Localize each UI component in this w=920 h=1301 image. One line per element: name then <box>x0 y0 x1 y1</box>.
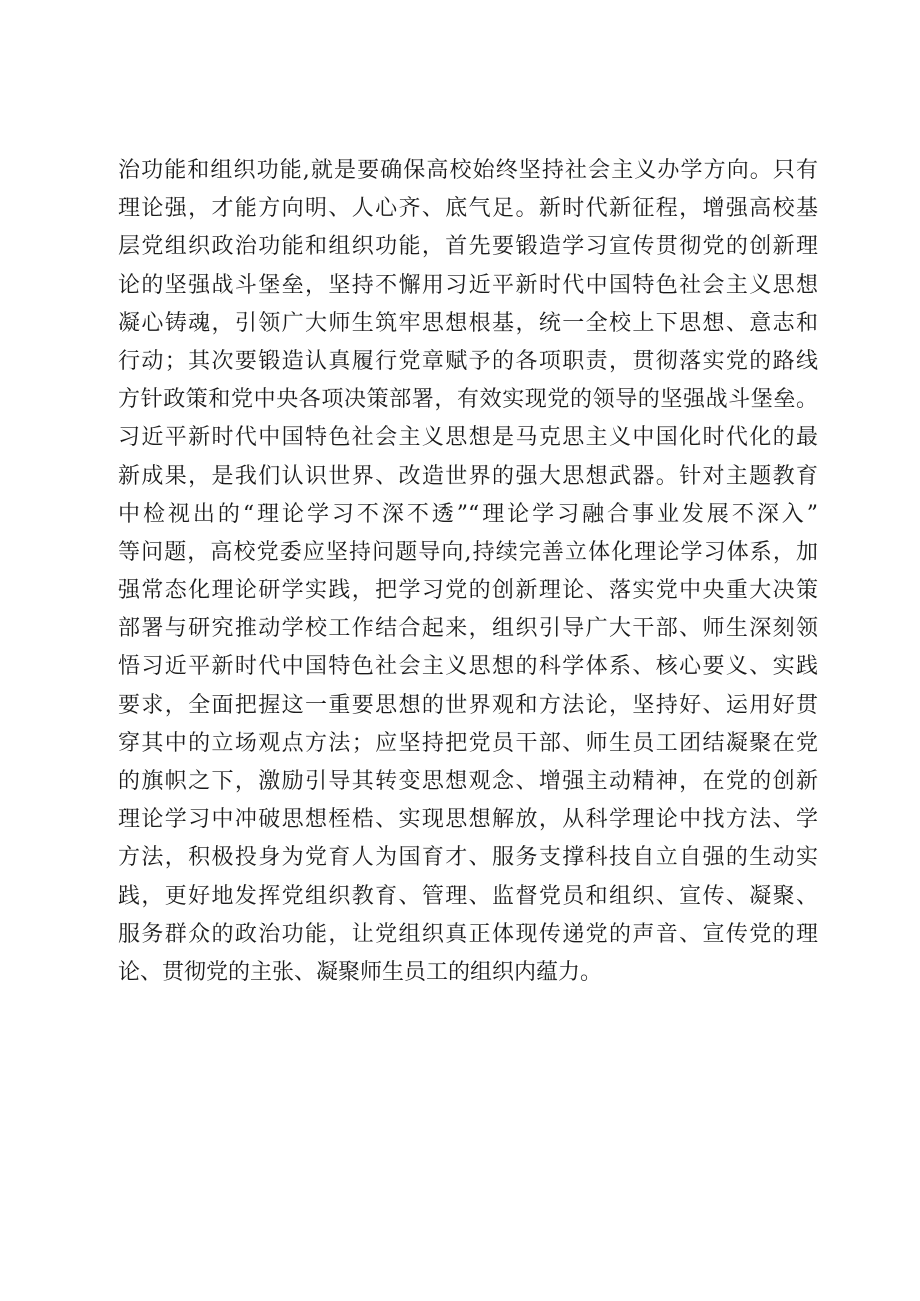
text-line-13: 部署与研究推动学校工作结合起来，组织引导广大干部、师生深刻领 <box>118 616 818 642</box>
text-line-19: 方法，积极投身为党育人为国育才、服务支撑科技自立自强的生动实 <box>118 845 818 871</box>
text-line-21: 服务群众的政治功能，让党组织真正体现传递党的声音、宣传党的理 <box>118 921 818 947</box>
text-line-3: 层党组织政治功能和组织功能，首先要锻造学习宣传贯彻党的创新理 <box>118 234 818 260</box>
body-paragraph <box>118 152 818 992</box>
text-line-14: 悟习近平新时代中国特色社会主义思想的科学体系、核心要义、实践 <box>118 654 818 680</box>
text-line-12: 强常态化理论研学实践，把学习党的创新理论、落实党中央重大决策 <box>118 578 818 604</box>
text-line-20: 践，更好地发挥党组织教育、管理、监督党员和组织、宣传、凝聚、 <box>118 883 818 909</box>
text-line-7: 方针政策和党中央各项决策部署，有效实现党的领导的坚强战斗堡垒。 <box>118 387 818 413</box>
text-line-10: 中检视出的“理论学习不深不透”“理论学习融合事业发展不深入” <box>118 501 818 527</box>
text-line-8: 习近平新时代中国特色社会主义思想是马克思主义中国化时代化的最 <box>118 425 818 451</box>
text-line-4: 论的坚强战斗堡垒，坚持不懈用习近平新时代中国特色社会主义思想 <box>118 272 818 298</box>
text-line-16: 穿其中的立场观点方法；应坚持把党员干部、师生员工团结凝聚在党 <box>118 730 818 756</box>
text-line-11: 等问题，高校党委应坚持问题导向,持续完善立体化理论学习体系，加 <box>118 539 818 565</box>
text-line-6: 行动；其次要锻造认真履行党章赋予的各项职责，贯彻落实党的路线 <box>118 348 818 374</box>
text-line-17: 的旗帜之下，激励引导其转变思想观念、增强主动精神，在党的创新 <box>118 769 818 794</box>
text-line-2: 理论强，才能方向明、人心齐、底气足。新时代新征程，增强高校基 <box>118 196 818 222</box>
text-line-15: 要求，全面把握这一重要思想的世界观和方法论，坚持好、运用好贯 <box>118 692 818 718</box>
text-line-22: 论、贯彻党的主张、凝聚师生员工的组织内蕴力。 <box>118 959 603 985</box>
text-line-5: 凝心铸魂，引领广大师生筑牢思想根基，统一全校上下思想、意志和 <box>118 310 818 336</box>
text-line-18: 理论学习中冲破思想桎梏、实现思想解放，从科学理论中找方法、学 <box>118 807 818 833</box>
text-line-9: 新成果，是我们认识世界、改造世界的强大思想武器。针对主题教育 <box>118 463 818 489</box>
text-line-1: 治功能和组织功能,就是要确保高校始终坚持社会主义办学方向。只有 <box>118 158 818 183</box>
